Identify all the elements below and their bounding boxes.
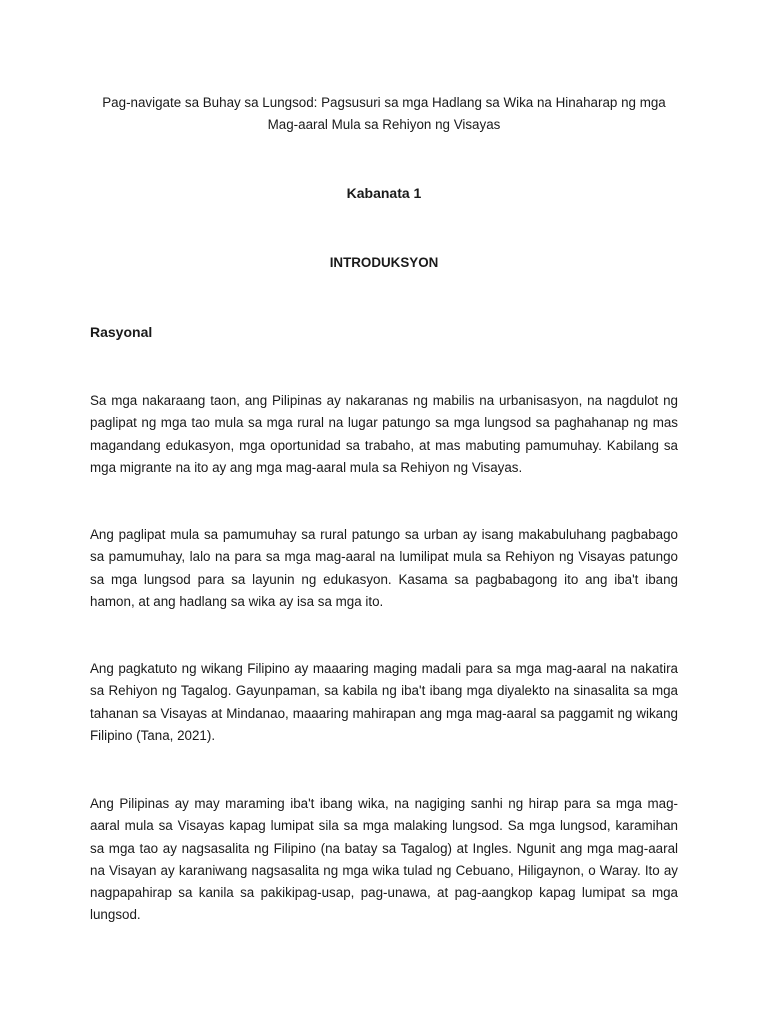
paragraph: Ang Pilipinas ay may maraming iba't ibang wika, na nagiging sanhi ng hirap para sa mga mag-aaral mula sa Visayas kapag lumipat sila sa mga malaking lungsod. Sa mga lungsod, karamihan sa mga tao ay nagsasalita ng Filipino (na batay sa Tagalog) at Ingles. Ngunit ang mga mag-aaral na Visayan ay karaniwang nagsasalita ng mga wika tulad ng Cebuano, Hiligaynon, o Waray. Ito ay nagpapahirap sa kanila sa pakikipag-usap, pag-unawa, at pag-aangkop kapag lumipat sa mga lungsod.	[90, 796, 678, 923]
section-heading-introduksyon: INTRODUKSYON	[329, 255, 439, 270]
paragraph: Ang paglipat mula sa pamumuhay sa rural patungo sa urban ay isang makabuluhang pagbabago sa pamumuhay, lalo na para sa mga mag-aaral na lumilipat mula sa Rehiyon ng Visayas patungo sa mga lungsod para sa layunin ng edukasyon. Kasama sa pagbabagong ito ang iba't ibang hamon, at ang hadlang sa wika ay isa sa mga ito.	[90, 527, 678, 609]
paragraph: Sa mga nakaraang taon, ang Pilipinas ay nakaranas ng mabilis na urbanisasyon, na nagdulot ng paglipat ng mga tao mula sa mga rural na lugar patungo sa mga lungsod sa paghahanap ng mas magandang edukasyon, mga oportunidad sa trabaho, at mas mabuting pamumuhay. Kabilang sa mga migrante na ito ay ang mga mag-aaral mula sa Rehiyon ng Visayas.	[90, 393, 678, 475]
document-title: Pag-navigate sa Buhay sa Lungsod: Pagsusuri sa mga Hadlang sa Wika na Hinaharap ng mga Mag-aaral Mula sa Rehiyon ng Visayas	[102, 95, 666, 132]
subsection-heading-rasyonal: Rasyonal	[90, 324, 153, 340]
paragraph: Ang pagkatuto ng wikang Filipino ay maaaring maging madali para sa mga mag-aaral na nakatira sa Rehiyon ng Tagalog. Gayunpaman, sa kabila ng iba't ibang mga diyalekto na sinasalita sa mga tahanan sa Visayas at Mindanao, maaaring mahirapan ang mga mag-aaral sa paggamit ng wikang Filipino (Tana, 2021).	[90, 661, 678, 743]
chapter-heading: Kabanata 1	[346, 185, 422, 201]
